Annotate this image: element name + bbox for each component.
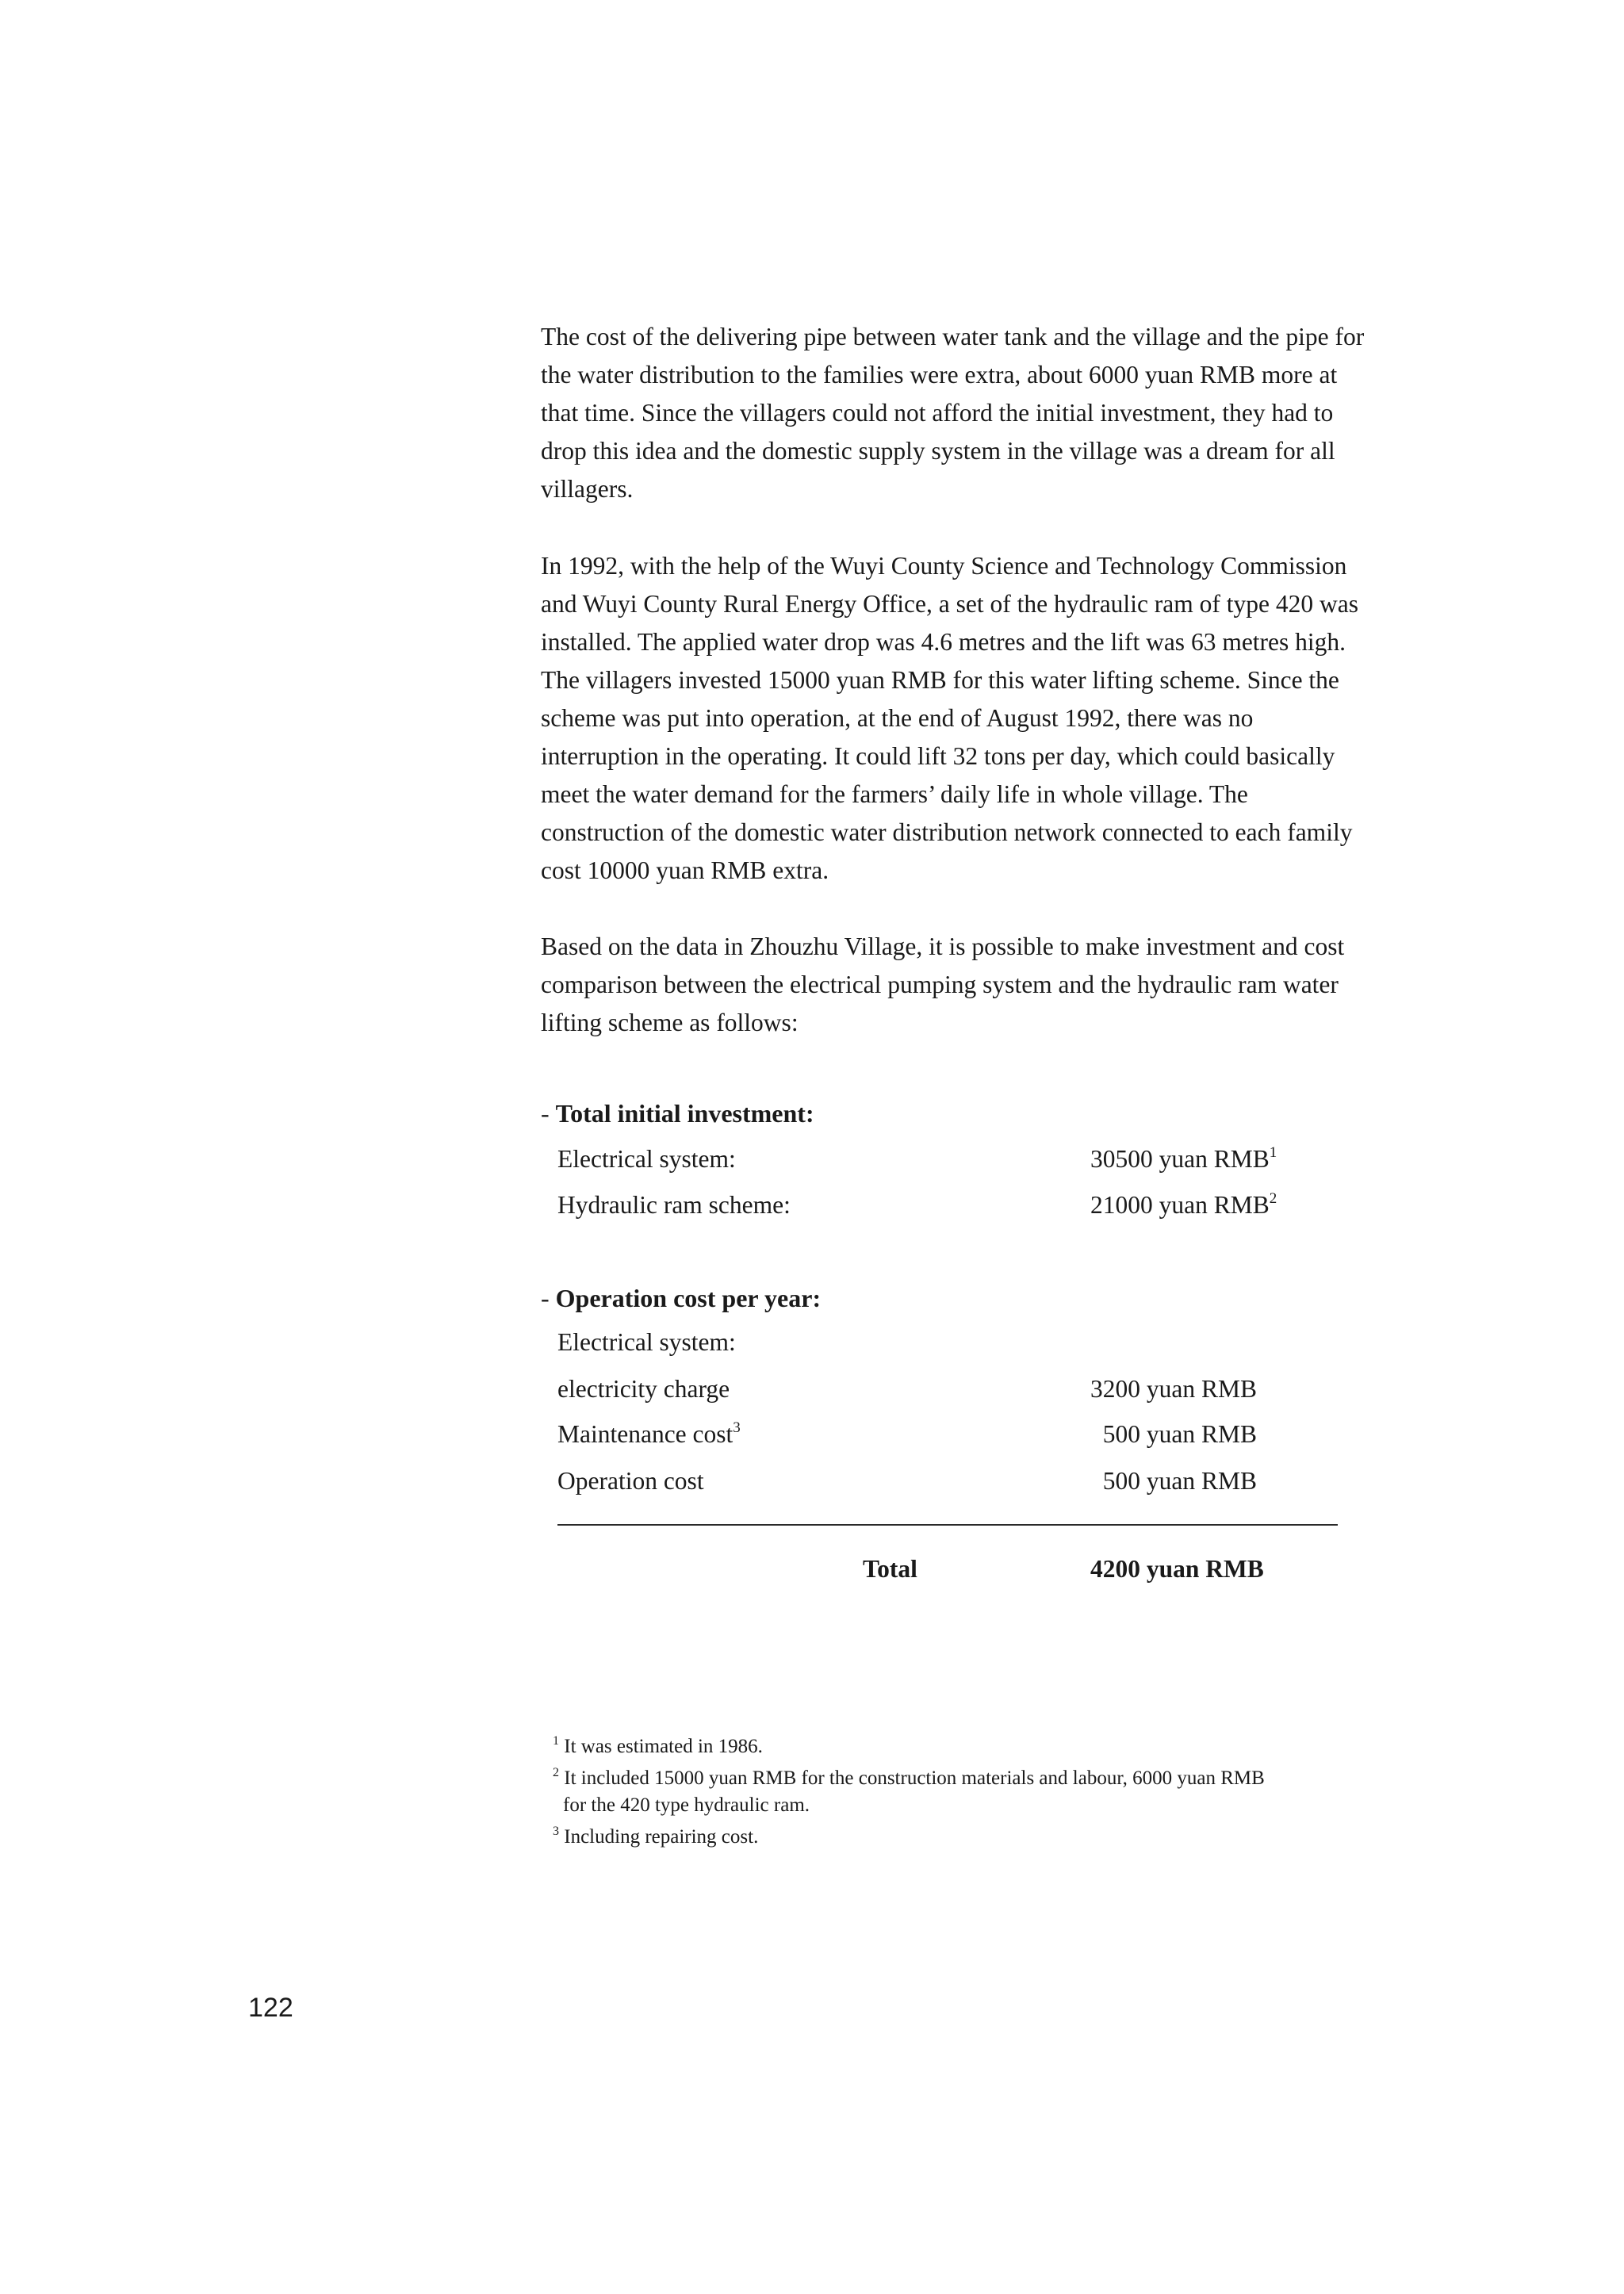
- footnote-1-text: It was estimated in 1986.: [559, 1736, 763, 1757]
- footnote-ref-2: 2: [1269, 1190, 1277, 1207]
- footnote-2-mark: 2: [553, 1766, 559, 1779]
- total-label: Total: [863, 1555, 917, 1583]
- investment-electrical-value-wrap: [1090, 1143, 1277, 1175]
- footnote-2-text-line1: It included 15000 yuan RMB for the construction materials and labour, 6000 yuan RMB: [559, 1767, 1265, 1789]
- operation-row-charge: [557, 1373, 1311, 1405]
- operation-operation-label: Operation cost: [557, 1467, 704, 1495]
- footnote-3-text: Including repairing cost.: [559, 1826, 759, 1848]
- investment-heading-title: Total initial investment:: [555, 1099, 814, 1128]
- operation-operation-value: 500 yuan RMB: [1090, 1467, 1258, 1495]
- total-value: 4200 yuan RMB: [1090, 1555, 1264, 1583]
- page-number: 122: [248, 1993, 293, 2023]
- investment-row-hydraulic: [557, 1189, 1311, 1221]
- investment-hydraulic-value: 21000 yuan RMB: [1090, 1191, 1270, 1219]
- operation-row-operation: [557, 1465, 1311, 1497]
- operation-maintenance-value: 500 yuan RMB: [1090, 1420, 1258, 1448]
- operation-heading-dash: -: [541, 1284, 556, 1312]
- footnote-ref-3: 3: [733, 1419, 741, 1436]
- operation-maintenance-label-wrap: [557, 1419, 741, 1450]
- investment-heading-dash: -: [541, 1099, 556, 1128]
- operation-maintenance-label: Maintenance cost: [557, 1420, 733, 1448]
- footnote-ref-1: 1: [1269, 1144, 1277, 1161]
- operation-electrical-label: Electrical system:: [557, 1328, 736, 1356]
- investment-hydraulic-label: Hydraulic ram scheme:: [557, 1191, 791, 1219]
- operation-charge-label: electricity charge: [557, 1375, 730, 1403]
- investment-row-electrical: [557, 1143, 1311, 1175]
- footnote-2-text-line2: for the 420 type hydraulic ram.: [563, 1794, 810, 1816]
- body-paragraph-3: Based on the data in Zhouzhu Village, it is possible to make investment and cost comparison between the electrical pumping system and the hydraulic ram water lifting scheme as follows:: [541, 933, 1345, 1036]
- investment-hydraulic-value-wrap: [1090, 1189, 1277, 1221]
- investment-electrical-label: Electrical system:: [557, 1145, 736, 1173]
- footnote-3-mark: 3: [553, 1825, 559, 1838]
- footnote-2: [553, 1765, 1346, 1819]
- operation-row-electrical: [557, 1327, 1311, 1358]
- operation-heading: [541, 1282, 821, 1314]
- investment-electrical-value: 30500 yuan RMB: [1090, 1145, 1270, 1173]
- body-paragraph-1: The cost of the delivering pipe between water tank and the village and the pipe for the water distribution to the families were extra, about 6000 yuan RMB more at that time. Since the villagers could not afford the initial investment, they had to drop this idea and the domestic supply system in the village was a dream for all villagers.: [541, 323, 1365, 503]
- footnote-3: [553, 1824, 1346, 1851]
- investment-heading: [541, 1097, 814, 1129]
- operation-heading-title: Operation cost per year:: [555, 1284, 822, 1312]
- footnote-1-mark: 1: [553, 1734, 559, 1748]
- total-divider: [557, 1524, 1338, 1526]
- operation-row-maintenance: [557, 1419, 1311, 1450]
- footnote-1: [553, 1733, 1346, 1760]
- body-paragraph-2: In 1992, with the help of the Wuyi County Science and Technology Commission and Wuyi County Rural Energy Office, a set of the hydraulic ram of type 420 was installed. The applied water drop was 4.6 metres and the lift was 63 metres high. The villagers invested 15000 yuan RMB for this water lifting scheme. Since the scheme was put into operation, at the end of August 1992, there was no interruption in the operating. It could lift 32 tons per day, which could basically meet the water demand for the farmers’ daily life in whole village. The construction of the domestic water distribution network connected to each family cost 10000 yuan RMB extra.: [541, 552, 1358, 884]
- operation-charge-value: 3200 yuan RMB: [1090, 1375, 1258, 1403]
